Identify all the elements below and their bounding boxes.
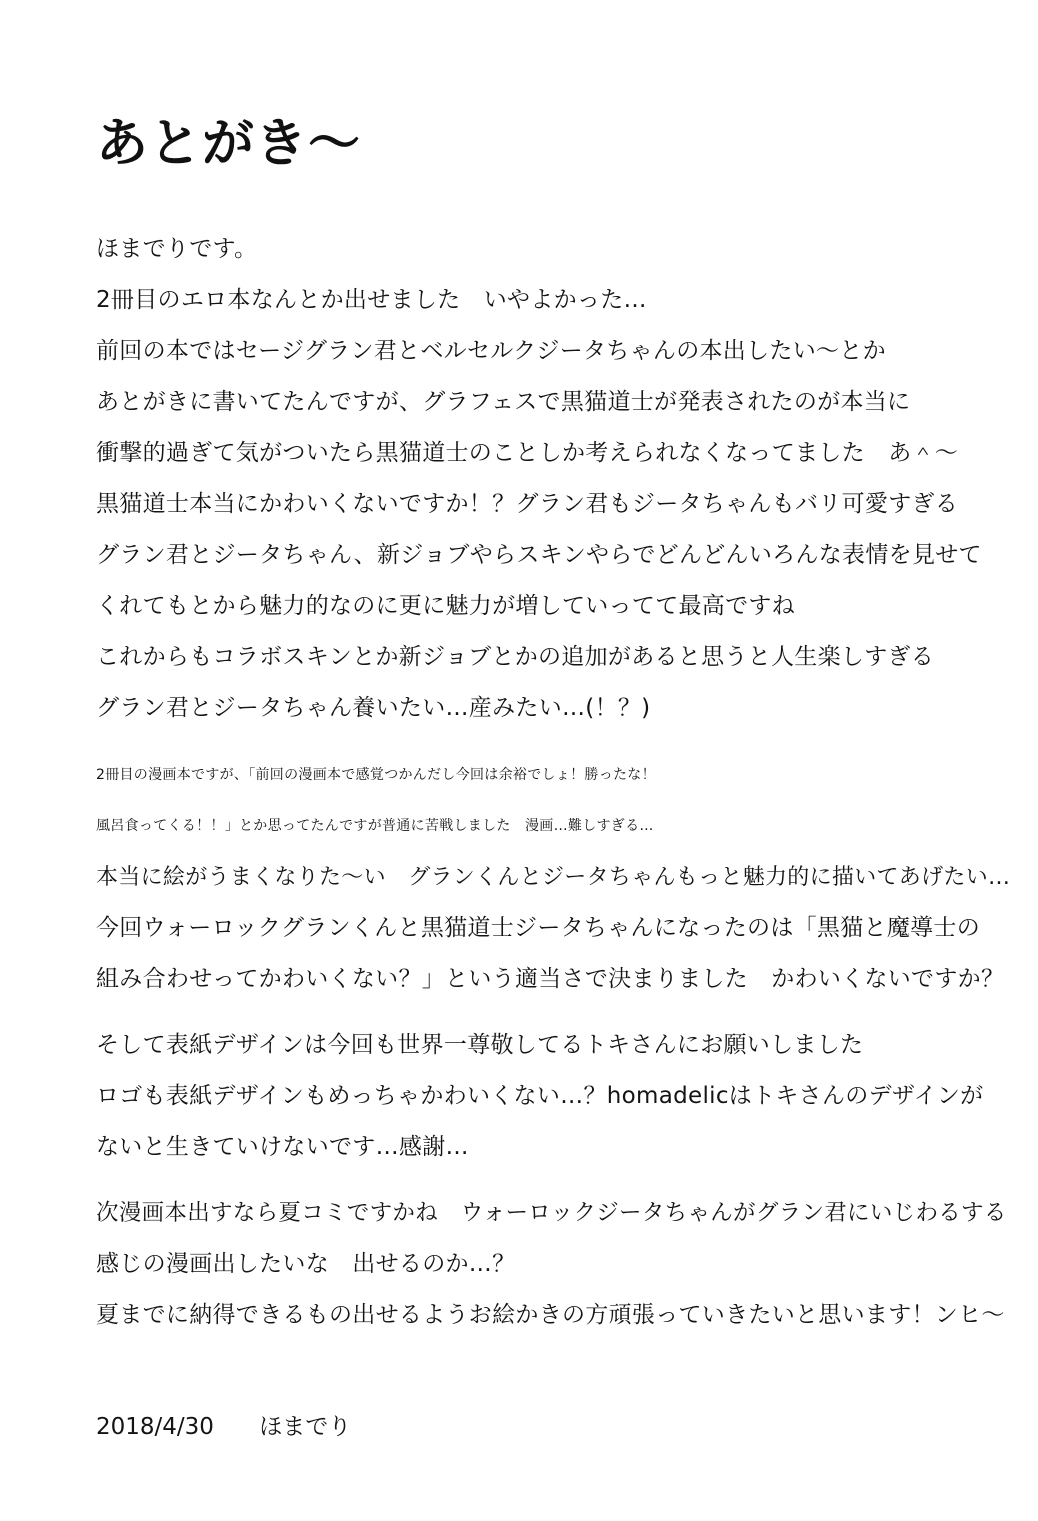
- text-line: 今回ウォーロックグランくんと黒猫道士ジータちゃんになったのは「黒猫と魔導士の: [96, 915, 981, 941]
- text-line: 夏までに納得できるもの出せるようお絵かきの方頑張っていきたいと思います！ンヒ～: [96, 1302, 1005, 1328]
- text-line: これからもコラボスキンとか新ジョブとかの追加があると思うと人生楽しすぎる: [96, 644, 935, 670]
- text-line: ロゴも表紙デザインもめっちゃかわいくない…？homadelicはトキさんのデザインが: [96, 1083, 984, 1109]
- signature: [96, 1402, 351, 1453]
- text-line: 黒猫道士本当にかわいくないですか！？グラン君もジータちゃんもバリ可愛すぎる: [96, 491, 959, 517]
- signature-date: 2018/4/30: [96, 1414, 214, 1440]
- text-line: グラン君とジータちゃん、新ジョブやらスキンやらでどんどんいろんな表情を見せて: [96, 542, 982, 568]
- paragraph-intro: [96, 224, 982, 734]
- text-line: 2冊目のエロ本なんとか出せました いやよかった…: [96, 287, 647, 313]
- paragraph-manga: [96, 750, 1010, 1005]
- text-line: 感じの漫画出したいな 出せるのか…？: [96, 1251, 516, 1277]
- text-line: ほまでりです。: [96, 236, 258, 262]
- text-line: ないと生きていけないです…感謝…: [96, 1134, 469, 1160]
- text-line: 本当に絵がうまくなりた～い グランくんとジータちゃんもっと魅力的に描いてあげたい…: [96, 865, 1011, 890]
- text-line: 組み合わせってかわいくない？」という適当さで決まりました かわいくないですか？: [96, 966, 1005, 992]
- text-line: 風呂食ってくる！！」とか思ってたんですが普通に苦戦しました 漫画…難しすぎる…: [96, 818, 654, 834]
- text-line: くれてもとから魅力的なのに更に魅力が増していってて最高ですね: [96, 593, 795, 619]
- paragraph-next-plans: [96, 1188, 1007, 1341]
- signature-author: ほまでり: [259, 1414, 352, 1440]
- text-line: あとがきに書いてたんですが、グラフェスで黒猫道士が発表されたのが本当に: [96, 389, 911, 415]
- text-line: そして表紙デザインは今回も世界一尊敬してるトキさんにお願いしました: [96, 1032, 864, 1058]
- text-line: 次漫画本出すなら夏コミですかね ウォーロックジータちゃんがグラン君にいじわるする: [96, 1200, 1007, 1226]
- text-line: グラン君とジータちゃん養いたい…産みたい…(！？): [96, 695, 651, 721]
- page-title: あとがき～: [96, 114, 362, 174]
- text-line: 2冊目の漫画本ですが、「前回の漫画本で感覚つかんだし今回は余裕でしょ！勝ったな！: [96, 767, 656, 783]
- text-line: 衝撃的過ぎて気がついたら黒猫道士のことしか考えられなくなってました あ＾～: [96, 440, 959, 466]
- paragraph-cover-design: [96, 1020, 983, 1173]
- text-line: 前回の本ではセージグラン君とベルセルクジータちゃんの本出したい～とか: [96, 338, 886, 364]
